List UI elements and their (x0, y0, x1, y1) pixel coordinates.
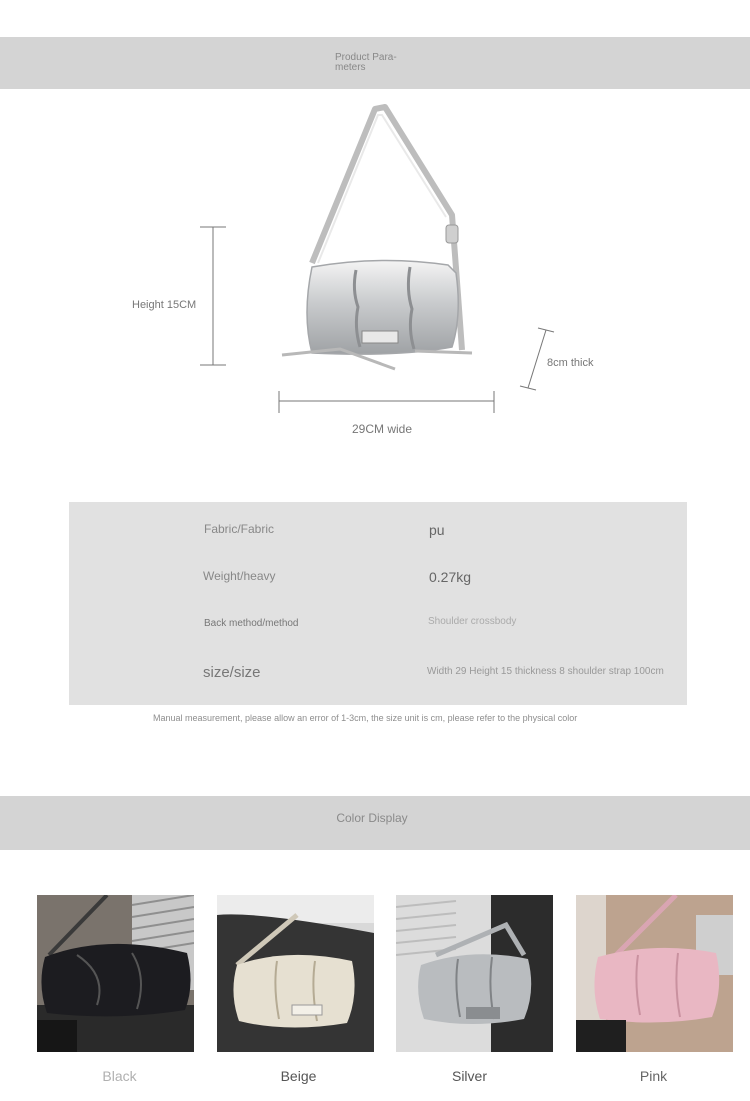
param-value-fabric: pu (429, 522, 445, 538)
color-swatch-pink[interactable] (576, 895, 733, 1052)
bag-illustration (0, 95, 750, 455)
bag-photo-silver (396, 895, 553, 1052)
param-key-size: size/size (203, 664, 261, 681)
color-swatch-silver[interactable] (396, 895, 553, 1052)
color-label-beige: Beige (280, 1068, 317, 1084)
title-line-1: Product Para- (335, 52, 397, 63)
product-dimension-diagram (0, 95, 750, 455)
parameters-table (69, 502, 687, 705)
param-key-back-method: Back method/method (204, 618, 299, 629)
measurement-note: Manual measurement, please allow an error of 1-3cm, the size unit is cm, please refer to the physical color (153, 713, 578, 723)
title-line-2: meters (335, 62, 366, 73)
param-key-weight: Weight/heavy (203, 569, 276, 583)
param-value-size: Width 29 Height 15 thickness 8 shoulder strap 100cm (427, 666, 664, 677)
color-label-pink: Pink (639, 1068, 668, 1084)
param-value-back-method: Shoulder crossbody (428, 616, 517, 627)
color-swatch-beige[interactable] (217, 895, 374, 1052)
thickness-label: 8cm thick (547, 357, 594, 369)
bag-photo-black (37, 895, 194, 1052)
color-swatch-black[interactable] (37, 895, 194, 1052)
param-key-fabric: Fabric/Fabric (204, 522, 275, 536)
height-label: Height 15CM (132, 299, 197, 311)
section-title-color-display: Color Display (336, 811, 408, 825)
color-label-black: Black (102, 1068, 137, 1084)
param-value-weight: 0.27kg (429, 569, 472, 585)
section-title-product-parameters (335, 53, 415, 73)
bag-photo-pink (576, 895, 733, 1052)
color-label-silver: Silver (451, 1068, 487, 1084)
bag-photo-beige (217, 895, 374, 1052)
width-label: 29CM wide (352, 422, 413, 436)
